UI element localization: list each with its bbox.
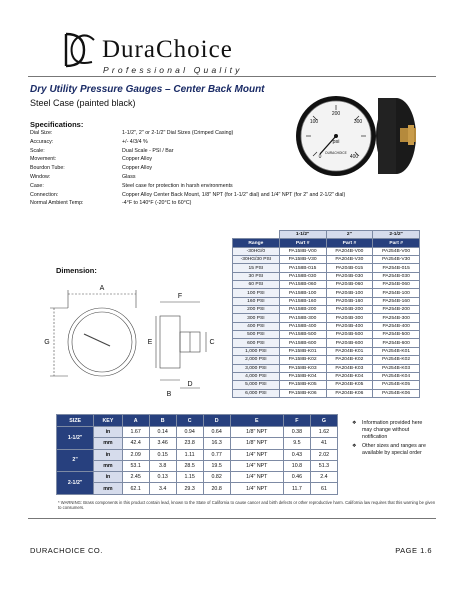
dim-letter-d: D [187, 381, 193, 388]
dimension-value-cell: 3.4 [149, 483, 176, 494]
unit-cell: mm [94, 460, 122, 471]
dimension-value-cell: 1/8" NPT [230, 427, 283, 438]
unit-cell: in [94, 449, 122, 460]
spec-value: Steel case for protection in harsh environments [122, 182, 233, 189]
unit-cell: mm [94, 483, 122, 494]
parts-row [233, 339, 420, 347]
dimension-value-cell: 0.38 [283, 427, 310, 438]
part-number-cell: PA158B-600 [279, 339, 326, 347]
part-number-cell: PA204B-100 [326, 289, 373, 297]
unit-cell: in [94, 427, 122, 438]
unit-cell: in [94, 472, 122, 483]
parts-row [233, 272, 420, 280]
spec-row [30, 183, 420, 192]
part-number-cell: PA158B-500 [279, 331, 326, 339]
dimension-value-cell: 9.5 [283, 438, 310, 449]
spec-key: Dial Size: [30, 130, 53, 136]
footer-divider [28, 518, 436, 519]
dimension-value-cell: 1/4" NPT [230, 460, 283, 471]
part-number-cell: PA158B-200 [279, 306, 326, 314]
gauge-unit: psi [332, 139, 340, 145]
diamond-bullet-icon: ❖ [352, 420, 357, 426]
parts-row [233, 381, 420, 389]
dimension-value-cell: 42.4 [122, 438, 149, 449]
dimension-value-cell: 0.46 [283, 472, 310, 483]
dim-letter-f: F [177, 293, 183, 300]
part-number-cell: PA158B-K06 [279, 389, 326, 397]
spec-value: -4°F to 140°F (-20°C to 60°C) [122, 200, 192, 207]
dimension-value-cell: 0.43 [283, 449, 310, 460]
specifications-heading: Specifications: [30, 120, 84, 129]
spec-row [30, 148, 420, 157]
spec-row [30, 130, 420, 139]
gauge-scale-300: 300 [353, 119, 363, 125]
gauge-size-cell: 2-1/2" [57, 472, 94, 495]
gauge-scale-200: 200 [331, 111, 341, 117]
part-number-cell: PA204B-K02 [326, 356, 373, 364]
dimension-row [57, 449, 338, 460]
parts-size-header: 1-1/2" [279, 231, 326, 239]
part-number-cell: PA254B-200 [373, 306, 420, 314]
dimension-value-cell: 0.64 [203, 427, 230, 438]
spec-value: Glass [122, 173, 136, 180]
dimension-value-cell: 0.15 [149, 449, 176, 460]
pressure-range-cell: -30HG/0 [233, 247, 280, 255]
page-subtitle: Steel Case (painted black) [30, 98, 136, 108]
dimension-heading: Dimension: [56, 266, 97, 275]
part-number-cell: PA254B-K02 [373, 356, 420, 364]
part-number-cell: PA204B-200 [326, 306, 373, 314]
pressure-range-cell: 200 PSI [233, 306, 280, 314]
part-number-cell: PA204B-K03 [326, 364, 373, 372]
part-number-cell: PA158B-030 [279, 272, 326, 280]
dimension-value-cell: 1/4" NPT [230, 449, 283, 460]
part-number-cell: PA158B-K01 [279, 347, 326, 355]
parts-row [233, 364, 420, 372]
gauge-scale-400: 400 [349, 154, 359, 160]
part-number-cell: PA204B-500 [326, 331, 373, 339]
dimension-row [57, 460, 338, 471]
dimension-value-cell: 1/4" NPT [230, 472, 283, 483]
part-number-cell: PA204B-060 [326, 281, 373, 289]
spec-row [30, 139, 420, 148]
part-number-cell: PA204B-K01 [326, 347, 373, 355]
part-number-cell: PA158B-K03 [279, 364, 326, 372]
page-title: Dry Utility Pressure Gauges – Center Back Mount [30, 84, 265, 95]
parts-column-header: Part # [279, 239, 326, 247]
spec-key: Connection: [30, 191, 59, 198]
spec-row [30, 156, 420, 165]
spec-key: Normal Ambient Temp: [30, 200, 84, 207]
dimension-value-cell: 23.8 [176, 438, 203, 449]
part-number-cell: PA254B-V00 [373, 247, 420, 255]
dimension-value-cell: 41 [310, 438, 337, 449]
parts-column-header: Part # [326, 239, 373, 247]
parts-size-header: 2-1/2" [373, 231, 420, 239]
parts-row [233, 289, 420, 297]
part-number-cell: PA158B-K05 [279, 381, 326, 389]
dimension-value-cell: 0.77 [203, 449, 230, 460]
notes [350, 420, 430, 459]
dimension-value-cell: 1.15 [176, 472, 203, 483]
note-text: Information provided here may change without notification [362, 420, 423, 440]
pressure-range-cell: 6,000 PSI [233, 389, 280, 397]
part-number-cell: PA204B-300 [326, 314, 373, 322]
size-column-header: E [230, 415, 283, 427]
part-number-cell: PA254B-K01 [373, 347, 420, 355]
part-number-cell: PA204B-K06 [326, 389, 373, 397]
dc-monogram-icon [62, 30, 96, 70]
part-number-cell: PA254B-K05 [373, 381, 420, 389]
spec-key: Movement: [30, 156, 57, 163]
dimension-value-cell: 2.4 [310, 472, 337, 483]
dimension-value-cell: 0.82 [203, 472, 230, 483]
size-column-header: C [176, 415, 203, 427]
part-number-cell: PA158B-V30 [279, 256, 326, 264]
unit-cell: mm [94, 438, 122, 449]
parts-row [233, 281, 420, 289]
spec-row [30, 192, 420, 201]
part-number-cell: PA158B-060 [279, 281, 326, 289]
pressure-range-cell: 30 PSI [233, 272, 280, 280]
spec-row [30, 165, 420, 174]
dimension-value-cell: 10.8 [283, 460, 310, 471]
part-number-cell: PA158B-V00 [279, 247, 326, 255]
part-number-cell: PA254B-K04 [373, 372, 420, 380]
parts-header-blank [233, 231, 280, 239]
dimension-value-cell: 1/4" NPT [230, 483, 283, 494]
specifications-table [30, 130, 420, 209]
spec-key: Bourdon Tube: [30, 165, 65, 172]
part-number-cell: PA254B-030 [373, 272, 420, 280]
footer-page-number: PAGE 1.6 [395, 546, 432, 555]
dimension-value-cell: 62.1 [122, 483, 149, 494]
spec-value: Copper Alloy [122, 156, 153, 163]
part-number-cell: PA254B-100 [373, 289, 420, 297]
parts-row [233, 322, 420, 330]
parts-row [233, 331, 420, 339]
dim-letter-c: C [209, 339, 215, 346]
dimension-value-cell: 61 [310, 483, 337, 494]
note-item [350, 420, 430, 441]
spec-value: 1-1/2", 2" or 2-1/2" Dial Sizes (Crimped Casing) [122, 130, 234, 136]
parts-row [233, 389, 420, 397]
part-number-cell: PA158B-400 [279, 322, 326, 330]
dim-letter-g: G [44, 339, 50, 346]
size-column-header: A [122, 415, 149, 427]
dimension-value-cell: 1/8" NPT [230, 438, 283, 449]
parts-row [233, 347, 420, 355]
part-number-cell: PA254B-300 [373, 314, 420, 322]
pressure-range-cell: 1,000 PSI [233, 347, 280, 355]
dimension-value-cell: 3.46 [149, 438, 176, 449]
pressure-range-cell: 500 PSI [233, 331, 280, 339]
part-number-cell: PA204B-600 [326, 339, 373, 347]
part-number-cell: PA204B-K04 [326, 372, 373, 380]
parts-row [233, 264, 420, 272]
brand-logo [62, 30, 312, 75]
spec-row [30, 174, 420, 183]
gauge-size-cell: 1-1/2" [57, 427, 94, 450]
dimension-value-cell: 20.8 [203, 483, 230, 494]
parts-row [233, 297, 420, 305]
dim-letter-a: A [99, 285, 105, 292]
dimension-value-cell: 1.67 [122, 427, 149, 438]
part-number-cell: PA158B-K02 [279, 356, 326, 364]
parts-row [233, 372, 420, 380]
dim-letter-e: E [147, 339, 153, 346]
dimension-value-cell: 2.09 [122, 449, 149, 460]
note-item [350, 443, 430, 457]
spec-value: Copper Alloy [122, 165, 153, 172]
dimension-value-cell: 2.02 [310, 449, 337, 460]
gauge-scale-0: 0 [318, 154, 322, 160]
header-divider [28, 76, 436, 77]
spec-value: Copper Alloy Center Back Mount, 1/8" NPT (for 1-1/2" dial) and 1/4" NPT (for 2" and 2-1/2" dial) [122, 191, 346, 198]
parts-row [233, 356, 420, 364]
footer-company: DURACHOICE CO. [30, 546, 103, 555]
pressure-range-cell: 2,000 PSI [233, 356, 280, 364]
part-number-cell: PA254B-400 [373, 322, 420, 330]
dimension-value-cell: 11.7 [283, 483, 310, 494]
pressure-range-cell: 5,000 PSI [233, 381, 280, 389]
part-number-cell: PA158B-015 [279, 264, 326, 272]
parts-row [233, 256, 420, 264]
parts-column-header: Range [233, 239, 280, 247]
dimension-drawing [40, 280, 230, 402]
parts-row [233, 306, 420, 314]
spec-key: Scale: [30, 147, 45, 154]
dimension-value-cell: 1.62 [310, 427, 337, 438]
part-number-cell: PA254B-600 [373, 339, 420, 347]
size-column-header: KEY [94, 415, 122, 427]
part-number-cell: PA204B-V00 [326, 247, 373, 255]
spec-value: +/- 4/3/4 % [122, 138, 148, 145]
lead-warning: * WARNING: Brass components in this product contain lead, known to the State of California to cause cancer and birth defects or other reproductive harm. California law requires that this warning be given to consumers. [58, 500, 436, 511]
dimension-value-cell: 0.14 [149, 427, 176, 438]
dimension-value-cell: 3.8 [149, 460, 176, 471]
gauge-scale-100: 100 [309, 119, 319, 125]
dimension-value-cell: 1.11 [176, 449, 203, 460]
part-number-cell: PA204B-015 [326, 264, 373, 272]
pressure-range-cell: 60 PSI [233, 281, 280, 289]
gauge-size-cell: 2" [57, 449, 94, 472]
spec-key: Accuracy: [30, 138, 54, 145]
size-column-header: D [203, 415, 230, 427]
part-number-cell: PA254B-060 [373, 281, 420, 289]
note-text: Other sizes and ranges are available by special order [362, 443, 426, 456]
size-column-header: F [283, 415, 310, 427]
part-number-cell: PA254B-500 [373, 331, 420, 339]
spec-value: Dual Scale - PSI / Bar [122, 147, 174, 154]
part-number-cell: PA254B-160 [373, 297, 420, 305]
dimension-row [57, 483, 338, 494]
part-number-cell: PA204B-400 [326, 322, 373, 330]
dimension-value-cell: 0.94 [176, 427, 203, 438]
brand-tagline: Professional Quality [103, 65, 243, 75]
spec-key: Case: [30, 182, 44, 189]
size-column-header: B [149, 415, 176, 427]
part-number-cell: PA204B-160 [326, 297, 373, 305]
part-number-cell: PA254B-V30 [373, 256, 420, 264]
part-number-cell: PA158B-160 [279, 297, 326, 305]
size-column-header: G [310, 415, 337, 427]
part-number-cell: PA254B-K06 [373, 389, 420, 397]
pressure-range-cell: 15 PSI [233, 264, 280, 272]
dimension-value-cell: 16.3 [203, 438, 230, 449]
pressure-range-cell: 100 PSI [233, 289, 280, 297]
dimension-value-cell: 2.45 [122, 472, 149, 483]
pressure-range-cell: 600 PSI [233, 339, 280, 347]
dimension-value-cell: 53.1 [122, 460, 149, 471]
part-number-table [232, 230, 420, 398]
dimension-value-cell: 29.3 [176, 483, 203, 494]
pressure-range-cell: -30HG/30 PSI [233, 256, 280, 264]
dim-letter-b: B [166, 391, 172, 398]
dimension-row [57, 472, 338, 483]
pressure-range-cell: 400 PSI [233, 322, 280, 330]
part-number-cell: PA204B-V30 [326, 256, 373, 264]
dimension-row [57, 438, 338, 449]
pressure-range-cell: 160 PSI [233, 297, 280, 305]
brand-name: DuraChoice [102, 36, 233, 63]
part-number-cell: PA204B-K05 [326, 381, 373, 389]
parts-row [233, 314, 420, 322]
pressure-range-cell: 4,000 PSI [233, 372, 280, 380]
dimension-value-cell: 19.5 [203, 460, 230, 471]
dimension-value-cell: 51.3 [310, 460, 337, 471]
part-number-cell: PA254B-015 [373, 264, 420, 272]
parts-size-header: 2" [326, 231, 373, 239]
gauge-brand: DURACHOICE [325, 151, 347, 155]
size-column-header: SIZE [57, 415, 94, 427]
dimension-value-cell: 0.13 [149, 472, 176, 483]
part-number-cell: PA204B-030 [326, 272, 373, 280]
part-number-cell: PA158B-100 [279, 289, 326, 297]
spec-key: Window: [30, 173, 51, 180]
part-number-cell: PA158B-K04 [279, 372, 326, 380]
dimension-row [57, 427, 338, 438]
pressure-range-cell: 3,000 PSI [233, 364, 280, 372]
part-number-cell: PA254B-K03 [373, 364, 420, 372]
diamond-bullet-icon: ❖ [352, 443, 357, 449]
dimension-value-cell: 28.5 [176, 460, 203, 471]
spec-row [30, 200, 420, 209]
dimension-table [56, 414, 338, 495]
pressure-range-cell: 300 PSI [233, 314, 280, 322]
part-number-cell: PA158B-300 [279, 314, 326, 322]
parts-row [233, 247, 420, 255]
parts-column-header: Part # [373, 239, 420, 247]
